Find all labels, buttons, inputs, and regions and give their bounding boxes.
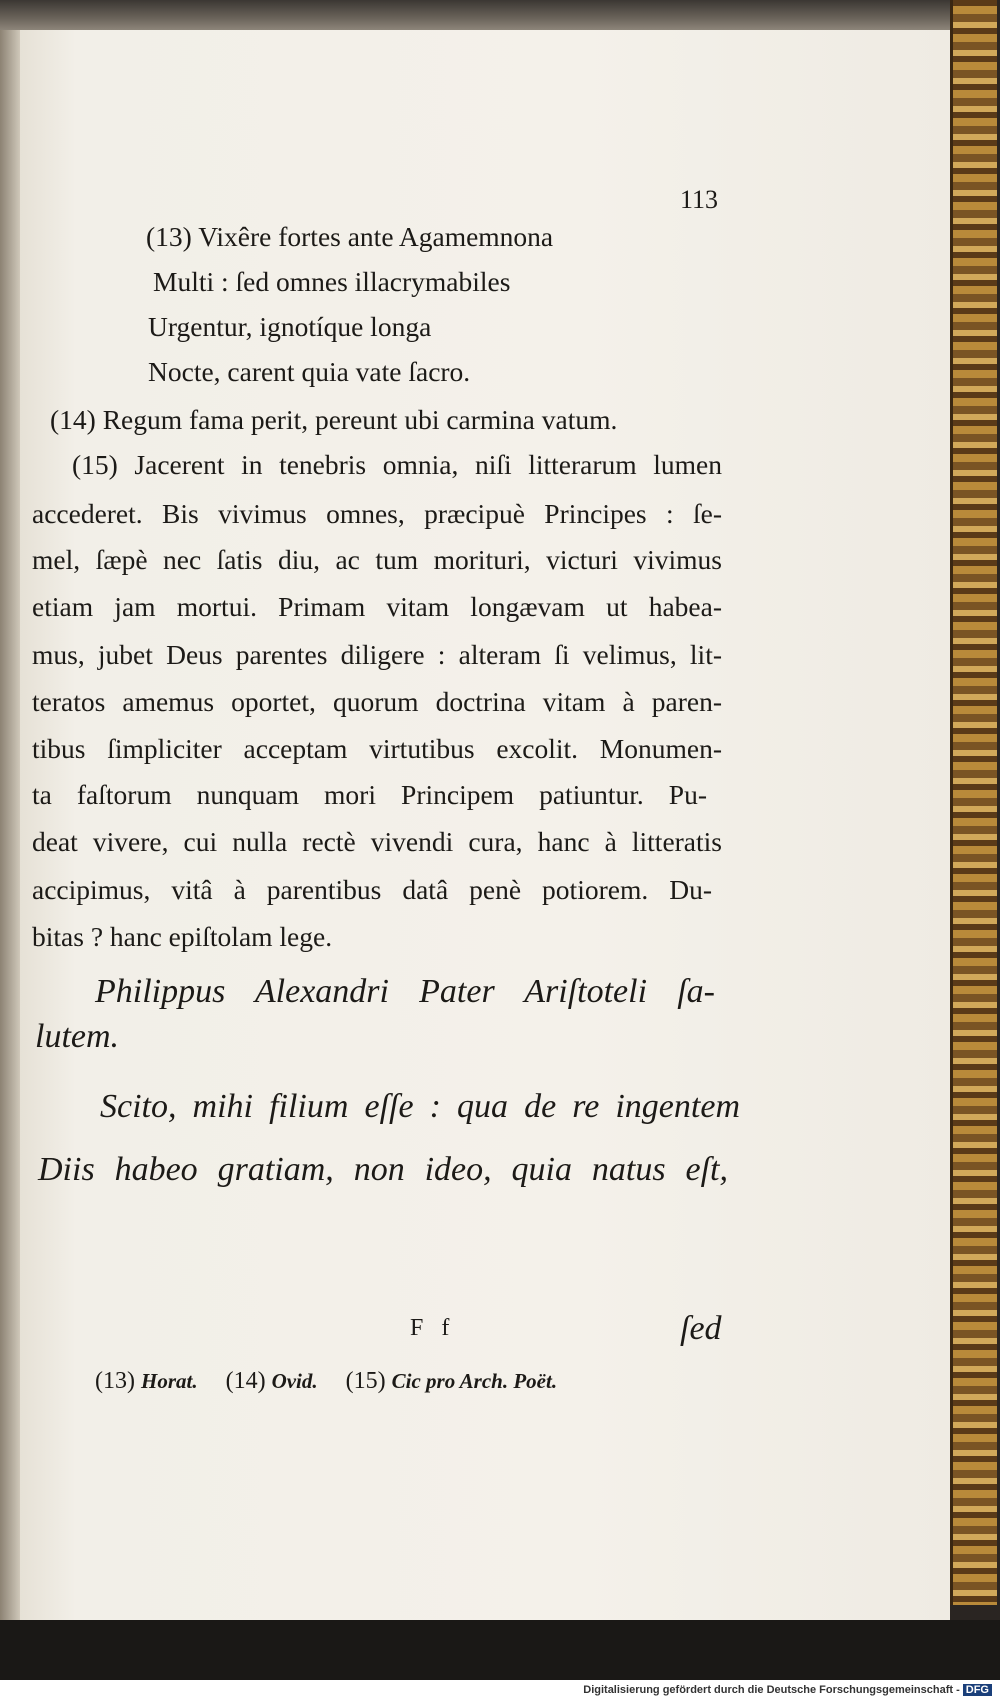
quote-line: (14) Regum fama perit, pereunt ubi carmina vatum.	[50, 404, 618, 435]
paragraph-line: mus, jubet Deus parentes diligere : alteram ſi velimus, lit-	[32, 639, 722, 670]
paragraph-line: teratos amemus oportet, quorum doctrina vitam à paren-	[32, 686, 722, 717]
digitization-credit	[0, 1680, 1000, 1700]
paragraph-line: (15) Jacerent in tenebris omnia, niſi litterarum lumen	[72, 449, 722, 480]
credit-text: Digitalisierung gefördert durch die Deutsche Forschungsgemeinschaft -	[583, 1684, 960, 1696]
footnote-number: (15)	[345, 1368, 386, 1394]
letter-heading: Philippus Alexandri Pater Ariſtoteli ſa-	[95, 973, 715, 1010]
footnote	[226, 1368, 318, 1394]
catchword: ſed	[680, 1310, 722, 1347]
footnote-number: (13)	[95, 1368, 135, 1394]
letter-body-line: Scito, mihi filium eſſe : qua de re ingentem	[100, 1088, 740, 1125]
paragraph-line: tibus ſimpliciter acceptam virtutibus excolit. Monumen-	[32, 733, 722, 764]
paragraph-line: bitas ? hanc epiſtolam lege.	[32, 921, 333, 952]
letter-heading-cont: lutem.	[35, 1018, 120, 1055]
paragraph-line: etiam jam mortui. Primam vitam longævam ut habea-	[32, 591, 722, 622]
page-number: 113	[680, 185, 719, 214]
verse-line: (13) Vixêre fortes ante Agamemnona	[146, 221, 554, 252]
scan-bottom-band	[0, 1620, 1000, 1680]
paragraph-line: accipimus, vitâ à parentibus datâ penè potiorem. Du-	[32, 874, 712, 905]
paragraph-line: mel, ſæpè nec ſatis diu, ac tum morituri, victuri vivimus	[32, 544, 722, 575]
footnotes	[95, 1368, 579, 1395]
verse-line: Urgentur, ignotíque longa	[148, 311, 432, 342]
footnote-ref: Cic pro Arch. Poët.	[391, 1369, 558, 1393]
footnote	[95, 1368, 198, 1394]
gilt-spine-edge	[950, 0, 997, 1605]
letter-body-line: Diis habeo gratiam, non ideo, quia natus eſt,	[38, 1151, 728, 1188]
footnote-ref: Horat.	[140, 1369, 198, 1393]
book-left-edge	[0, 30, 20, 1620]
book-top-edge	[0, 0, 950, 30]
signature-mark: F f	[410, 1315, 456, 1341]
footnote-ref: Ovid.	[271, 1369, 318, 1393]
paragraph-line: deat vivere, cui nulla rectè vivendi cura, hanc à litteratis	[32, 826, 722, 857]
footnote	[346, 1368, 557, 1394]
footnote-number: (14)	[225, 1368, 266, 1394]
verse-line: Nocte, carent quia vate ſacro.	[148, 356, 471, 387]
paragraph-line: ta faſtorum nunquam mori Principem patiuntur. Pu-	[32, 779, 707, 810]
book-page	[20, 30, 950, 1620]
paragraph-line: accederet. Bis vivimus omnes, præcipuè Principes : ſe-	[32, 498, 722, 529]
dfg-logo: DFG	[963, 1684, 992, 1696]
verse-line: Multi : ſed omnes illacrymabiles	[153, 266, 511, 297]
